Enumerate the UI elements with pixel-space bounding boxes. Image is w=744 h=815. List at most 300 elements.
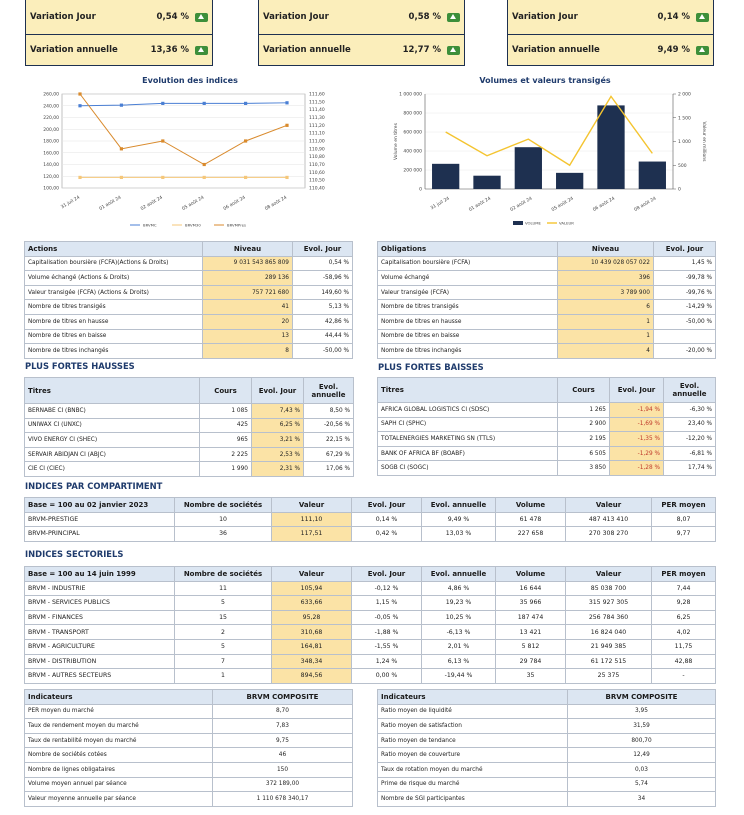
table-cell: 7,83 <box>213 719 353 734</box>
y2-tick-label: 500 <box>678 163 687 169</box>
table-cell: 16 644 <box>496 581 566 596</box>
col-header: Volume <box>496 498 566 513</box>
table-cell: -6,13 % <box>422 625 496 640</box>
variation-annuelle-value: 13,36 % <box>150 45 189 55</box>
table-cell: 1 110 678 340,17 <box>213 792 353 807</box>
y2-tick-label: 110,90 <box>309 147 325 153</box>
data-point <box>120 147 123 150</box>
table-cell: 16 824 040 <box>566 625 652 640</box>
col-header: BRVM COMPOSITE <box>568 690 716 705</box>
top-card-brvm-composite <box>25 0 213 66</box>
col-header: Cours <box>200 378 252 404</box>
col-header: Obligations <box>378 242 558 257</box>
y2-tick-label: 111,50 <box>309 100 325 106</box>
variation-jour-label: Variation Jour <box>30 12 96 22</box>
y-tick-label: 260,00 <box>43 92 59 98</box>
table-cell: 7,43 % <box>252 404 304 419</box>
col-header: Nombre de sociétés <box>175 498 272 513</box>
col-header: Valeur <box>566 498 652 513</box>
variation-jour-value: 0,14 % <box>657 12 690 22</box>
variation-jour-row <box>30 6 208 28</box>
table-cell: 1 085 <box>200 404 252 419</box>
col-header: Evol. Jour <box>293 242 353 257</box>
arrow-up-icon <box>195 13 208 22</box>
table-cell: 1 <box>558 314 654 329</box>
table-cell: 5 <box>175 639 272 654</box>
table-cell: 9 031 543 865 809 <box>203 256 293 271</box>
table-cell: -1,94 % <box>610 403 664 418</box>
table-cell: 34 <box>568 792 716 807</box>
data-point <box>285 101 288 104</box>
y-tick-label: 100,00 <box>43 186 59 192</box>
table-cell: -0,05 % <box>352 610 422 625</box>
table-row <box>25 733 353 748</box>
x-tick-label: 01 août 24 <box>468 196 492 213</box>
table-cell: Valeur transigée (FCFA) <box>378 285 558 300</box>
legend-label: VALEUR <box>559 220 574 226</box>
table-cell: 13,03 % <box>422 527 496 542</box>
table-cell: BRVM-PRINCIPAL <box>25 527 175 542</box>
table-cell: 9,28 <box>652 596 716 611</box>
variation-jour-label: Variation Jour <box>263 12 329 22</box>
x-tick-label: 01 août 24 <box>98 195 123 212</box>
table-row <box>25 256 353 271</box>
table-cell: 23,40 % <box>664 417 716 432</box>
table-row <box>25 404 354 419</box>
y2-tick-label: 111,60 <box>309 92 325 98</box>
table-cell: 19,23 % <box>422 596 496 611</box>
table-cell: 13 421 <box>496 625 566 640</box>
bar <box>515 147 542 189</box>
data-point <box>203 176 206 179</box>
y-tick-label: 220,00 <box>43 116 59 121</box>
table-cell: 2,01 % <box>422 639 496 654</box>
table-cell: AFRICA GLOBAL LOGISTICS CI (SDSC) <box>378 403 558 418</box>
table-row <box>378 314 716 329</box>
variation-annuelle-row <box>30 39 208 61</box>
table-cell: -0,12 % <box>352 581 422 596</box>
table-cell: 487 413 410 <box>566 512 652 527</box>
table-cell: 46 <box>213 748 353 763</box>
table-cell: 800,70 <box>568 733 716 748</box>
table-cell: 633,66 <box>272 596 352 611</box>
table-cell: 372 189,00 <box>213 777 353 792</box>
table-cell: 9,77 <box>652 527 716 542</box>
table-row <box>25 625 716 640</box>
table-cell: 289 136 <box>203 271 293 286</box>
table-row <box>378 719 716 734</box>
table-cell: -12,20 % <box>664 432 716 447</box>
col-header: Titres <box>25 378 200 404</box>
table-cell: 2 900 <box>558 417 610 432</box>
y-tick-label: 140,00 <box>43 163 59 168</box>
table-row <box>378 403 716 418</box>
data-point <box>285 124 288 127</box>
table-cell: Ratio moyen de satisfaction <box>378 719 568 734</box>
table-cell: 1 265 <box>558 403 610 418</box>
table-cell: 396 <box>558 271 654 286</box>
table-cell: Taux de rendement moyen du marché <box>25 719 213 734</box>
table-cell: 2 <box>175 625 272 640</box>
table-cell: 42,88 <box>652 654 716 669</box>
divider <box>508 34 713 35</box>
y2-tick-label: 111,30 <box>309 116 325 121</box>
y-tick-label: 800 000 <box>403 111 422 117</box>
table-cell: 10 439 028 057 022 <box>558 256 654 271</box>
table-cell: 5 <box>175 596 272 611</box>
table-row <box>25 344 353 359</box>
table-cell: 10 <box>175 512 272 527</box>
table-cell: Taux de rentabilité moyen du marché <box>25 733 213 748</box>
data-point <box>78 92 81 95</box>
y2-tick-label: 111,20 <box>309 123 325 129</box>
y2-tick-label: 110,70 <box>309 163 325 168</box>
table-cell: 8,50 % <box>304 404 354 419</box>
table-row <box>25 704 353 719</box>
table-cell: 8,70 <box>213 704 353 719</box>
x-tick-label: 02 août 24 <box>140 195 164 212</box>
table-cell: 67,29 % <box>304 447 354 462</box>
col-header: Valeur <box>566 567 652 582</box>
table-cell: -6,81 % <box>664 446 716 461</box>
table-cell: SERVAIR ABIDJAN CI (ABJC) <box>25 447 200 462</box>
table-cell: 61 478 <box>496 512 566 527</box>
table-cell: BRVM - DISTRIBUTION <box>25 654 175 669</box>
table-row <box>25 512 716 527</box>
y2-tick-label: 111,00 <box>309 139 325 145</box>
table-cell: 11,75 <box>652 639 716 654</box>
y2-tick-label: 2 000 <box>678 92 691 98</box>
table-cell: Nombre de titres transigés <box>25 300 203 315</box>
table-cell: 5,74 <box>568 777 716 792</box>
data-point <box>244 102 247 105</box>
table-cell: 149,60 % <box>293 285 353 300</box>
table-cell: -99,76 % <box>654 285 716 300</box>
variation-annuelle-label: Variation annuelle <box>30 45 118 55</box>
table-cell: 8,07 <box>652 512 716 527</box>
legend-label: VOLUME <box>525 220 541 226</box>
table-cell: 21 949 385 <box>566 639 652 654</box>
table-cell: 348,34 <box>272 654 352 669</box>
col-header: Evol. Jour <box>352 567 422 582</box>
y-tick-label: 200 000 <box>403 168 422 174</box>
col-header: Evol. Jour <box>352 498 422 513</box>
table-row <box>25 654 716 669</box>
y2-tick-label: 111,10 <box>309 131 325 137</box>
table-row <box>25 418 354 433</box>
data-point <box>161 102 164 105</box>
table-cell: 41 <box>203 300 293 315</box>
y-tick-label: 160,00 <box>43 151 59 157</box>
y-tick-label: 200,00 <box>43 127 59 133</box>
data-point <box>203 102 206 105</box>
table-cell: 2,31 % <box>252 462 304 477</box>
chart-title-volumes: Volumes et valeurs transigés <box>479 76 611 85</box>
baisses-table <box>377 377 716 476</box>
table-cell: 425 <box>200 418 252 433</box>
table-row <box>25 300 353 315</box>
variation-annuelle-row <box>263 39 460 61</box>
table-row <box>378 329 716 344</box>
arrow-up-icon <box>696 46 709 55</box>
table-cell: 35 <box>496 669 566 684</box>
variation-annuelle-row <box>512 39 709 61</box>
table-cell: 0,03 <box>568 762 716 777</box>
x-tick-label: 08 août 24 <box>264 195 288 212</box>
table-cell: -50,00 % <box>293 344 353 359</box>
table-cell: BRVM - TRANSPORT <box>25 625 175 640</box>
table-cell: 1,24 % <box>352 654 422 669</box>
table-cell: 15 <box>175 610 272 625</box>
col-header: Indicateurs <box>25 690 213 705</box>
legend-label: BRVMPres <box>227 222 246 228</box>
table-cell: 10,25 % <box>422 610 496 625</box>
table-row <box>25 271 353 286</box>
table-cell: UNIWAX CI (UNXC) <box>25 418 200 433</box>
arrow-up-icon <box>447 13 460 22</box>
variation-jour-row <box>512 6 709 28</box>
volumes-chart <box>375 86 720 236</box>
table-cell: 0,00 % <box>352 669 422 684</box>
top-card-brvm-prestige <box>507 0 714 66</box>
table-cell: 227 658 <box>496 527 566 542</box>
table-cell: Prime de risque du marché <box>378 777 568 792</box>
table-cell: BRVM - FINANCES <box>25 610 175 625</box>
data-point <box>285 176 288 179</box>
table-cell: BRVM - AGRICULTURE <box>25 639 175 654</box>
col-header: Niveau <box>558 242 654 257</box>
table-cell: 111,10 <box>272 512 352 527</box>
table-row <box>25 669 716 684</box>
table-row <box>25 433 354 448</box>
table-cell: 6 505 <box>558 446 610 461</box>
table-cell: 1 <box>175 669 272 684</box>
table-cell <box>654 329 716 344</box>
variation-jour-value: 0,58 % <box>408 12 441 22</box>
table-row <box>25 610 716 625</box>
table-row <box>378 461 716 476</box>
col-header: Volume <box>496 567 566 582</box>
table-cell: -58,96 % <box>293 271 353 286</box>
y2-tick-label: 110,40 <box>309 186 325 192</box>
table-cell: -1,28 % <box>610 461 664 476</box>
y2-tick-label: 111,40 <box>309 108 325 114</box>
table-cell: 2,53 % <box>252 447 304 462</box>
y2-tick-label: 110,80 <box>309 155 325 161</box>
table-cell: 6,13 % <box>422 654 496 669</box>
table-cell: 9,75 <box>213 733 353 748</box>
table-cell: 31,59 <box>568 719 716 734</box>
data-point <box>120 176 123 179</box>
y2-tick-label: 110,60 <box>309 170 325 176</box>
table-cell: 42,86 % <box>293 314 353 329</box>
sectoriels-table <box>24 566 716 684</box>
table-cell: 0,42 % <box>352 527 422 542</box>
table-cell: 5,13 % <box>293 300 353 315</box>
bar <box>556 173 583 189</box>
table-cell: Capitalisation boursière (FCFA)(Actions & Droits) <box>25 256 203 271</box>
table-row <box>25 748 353 763</box>
table-cell: 270 308 270 <box>566 527 652 542</box>
arrow-up-icon <box>195 46 208 55</box>
table-cell: -14,29 % <box>654 300 716 315</box>
y-tick-label: 400 000 <box>403 149 422 155</box>
variation-jour-label: Variation Jour <box>512 12 578 22</box>
table-cell: 1 <box>558 329 654 344</box>
table-cell: BRVM - INDUSTRIE <box>25 581 175 596</box>
chart-title-evolution: Evolution des indices <box>142 76 238 85</box>
table-cell: 12,49 <box>568 748 716 763</box>
table-cell: 44,44 % <box>293 329 353 344</box>
table-row <box>378 733 716 748</box>
table-row <box>378 432 716 447</box>
data-point <box>120 104 123 107</box>
table-cell: -1,55 % <box>352 639 422 654</box>
table-cell: 17,06 % <box>304 462 354 477</box>
table-cell: 35 966 <box>496 596 566 611</box>
table-cell: CIE CI (CIEC) <box>25 462 200 477</box>
col-header: Actions <box>25 242 203 257</box>
indicateurs-left-table <box>24 689 353 807</box>
y2-tick-label: 1 500 <box>678 116 691 122</box>
x-tick-label: 02 août 24 <box>509 196 534 213</box>
table-cell: -1,69 % <box>610 417 664 432</box>
table-cell: Valeur moyenne annuelle par séance <box>25 792 213 807</box>
section-title-compartiment: INDICES PAR COMPARTIMENT <box>25 481 163 491</box>
table-cell: Nombre de titres inchangés <box>25 344 203 359</box>
data-point <box>203 163 206 166</box>
table-cell: VIVO ENERGY CI (SHEC) <box>25 433 200 448</box>
table-cell: 894,56 <box>272 669 352 684</box>
table-cell: 6,25 % <box>252 418 304 433</box>
table-cell: 310,68 <box>272 625 352 640</box>
table-cell: PER moyen du marché <box>25 704 213 719</box>
table-row <box>378 792 716 807</box>
y-tick-label: 240,00 <box>43 104 59 110</box>
data-point <box>78 104 81 107</box>
table-cell: 7,44 <box>652 581 716 596</box>
table-cell: 3 789 900 <box>558 285 654 300</box>
table-cell: -1,88 % <box>352 625 422 640</box>
table-cell: 256 784 360 <box>566 610 652 625</box>
table-row <box>378 417 716 432</box>
table-cell: 8 <box>203 344 293 359</box>
table-cell: -6,30 % <box>664 403 716 418</box>
table-cell: Nombre de titres transigés <box>378 300 558 315</box>
data-point <box>244 139 247 142</box>
table-cell: Capitalisation boursière (FCFA) <box>378 256 558 271</box>
actions-table <box>24 241 353 359</box>
table-cell: Ratio moyen de tendance <box>378 733 568 748</box>
table-cell: 2 195 <box>558 432 610 447</box>
table-cell: 20 <box>203 314 293 329</box>
table-cell: 4,86 % <box>422 581 496 596</box>
table-cell: 7 <box>175 654 272 669</box>
table-cell: BRVM - SERVICES PUBLICS <box>25 596 175 611</box>
bar <box>432 164 459 189</box>
table-cell: 13 <box>203 329 293 344</box>
variation-annuelle-label: Variation annuelle <box>263 45 351 55</box>
table-cell: Nombre de titres en baisse <box>378 329 558 344</box>
table-cell: Volume échangé (Actions & Droits) <box>25 271 203 286</box>
col-header: PER moyen <box>652 567 716 582</box>
table-cell: 11 <box>175 581 272 596</box>
data-point <box>244 176 247 179</box>
obligations-table <box>377 241 716 359</box>
y2-tick-label: 110,50 <box>309 178 325 184</box>
data-point <box>161 176 164 179</box>
table-cell: TOTALENERGIES MARKETING SN (TTLS) <box>378 432 558 447</box>
table-cell: 3,95 <box>568 704 716 719</box>
col-header: Evol. annuelle <box>422 498 496 513</box>
table-cell: Volume moyen annuel par séance <box>25 777 213 792</box>
col-header: Valeur <box>272 567 352 582</box>
col-header: Nombre de sociétés <box>175 567 272 582</box>
table-row <box>378 704 716 719</box>
col-header: Evol. annuelle <box>664 378 716 403</box>
compartiment-table <box>24 497 716 542</box>
table-row <box>378 446 716 461</box>
table-cell: 29 784 <box>496 654 566 669</box>
table-cell: 1 990 <box>200 462 252 477</box>
table-row <box>25 639 716 654</box>
table-cell: -1,29 % <box>610 446 664 461</box>
table-cell: 3,21 % <box>252 433 304 448</box>
table-row <box>25 777 353 792</box>
bar <box>597 105 624 189</box>
table-cell: Nombre de sociétés cotées <box>25 748 213 763</box>
col-header: Indicateurs <box>378 690 568 705</box>
legend-swatch <box>513 221 523 225</box>
table-row <box>378 344 716 359</box>
table-row <box>25 462 354 477</box>
variation-annuelle-value: 9,49 % <box>657 45 690 55</box>
x-tick-label: 06 août 24 <box>592 196 616 213</box>
col-header: Evol. annuelle <box>422 567 496 582</box>
top-card-brvm30 <box>258 0 465 66</box>
table-cell: 164,81 <box>272 639 352 654</box>
legend-label: BRVMC <box>143 222 157 228</box>
x-tick-label: 08 août 24 <box>633 196 658 213</box>
table-row <box>25 581 716 596</box>
evolution-chart <box>20 86 350 236</box>
table-cell: SAPH CI (SPHC) <box>378 417 558 432</box>
arrow-up-icon <box>696 13 709 22</box>
table-cell: Taux de rotation moyen du marché <box>378 762 568 777</box>
table-cell: 61 172 515 <box>566 654 652 669</box>
table-cell: 36 <box>175 527 272 542</box>
table-cell: -20,56 % <box>304 418 354 433</box>
variation-jour-value: 0,54 % <box>156 12 189 22</box>
table-cell: 4 <box>558 344 654 359</box>
table-cell: 95,28 <box>272 610 352 625</box>
col-header: Base = 100 au 02 janvier 2023 <box>25 498 175 513</box>
arrow-up-icon <box>447 46 460 55</box>
section-title-hausses: PLUS FORTES HAUSSES <box>25 361 135 371</box>
table-row <box>378 285 716 300</box>
table-row <box>25 285 353 300</box>
table-cell: 2 225 <box>200 447 252 462</box>
table-row <box>25 762 353 777</box>
table-cell: Nombre de titres inchangés <box>378 344 558 359</box>
x-tick-label: 05 août 24 <box>181 195 206 212</box>
data-point <box>78 176 81 179</box>
table-cell: 0,14 % <box>352 512 422 527</box>
table-cell: 17,74 % <box>664 461 716 476</box>
table-cell: 6 <box>558 300 654 315</box>
table-cell: Nombre de titres en hausse <box>378 314 558 329</box>
table-row <box>378 762 716 777</box>
